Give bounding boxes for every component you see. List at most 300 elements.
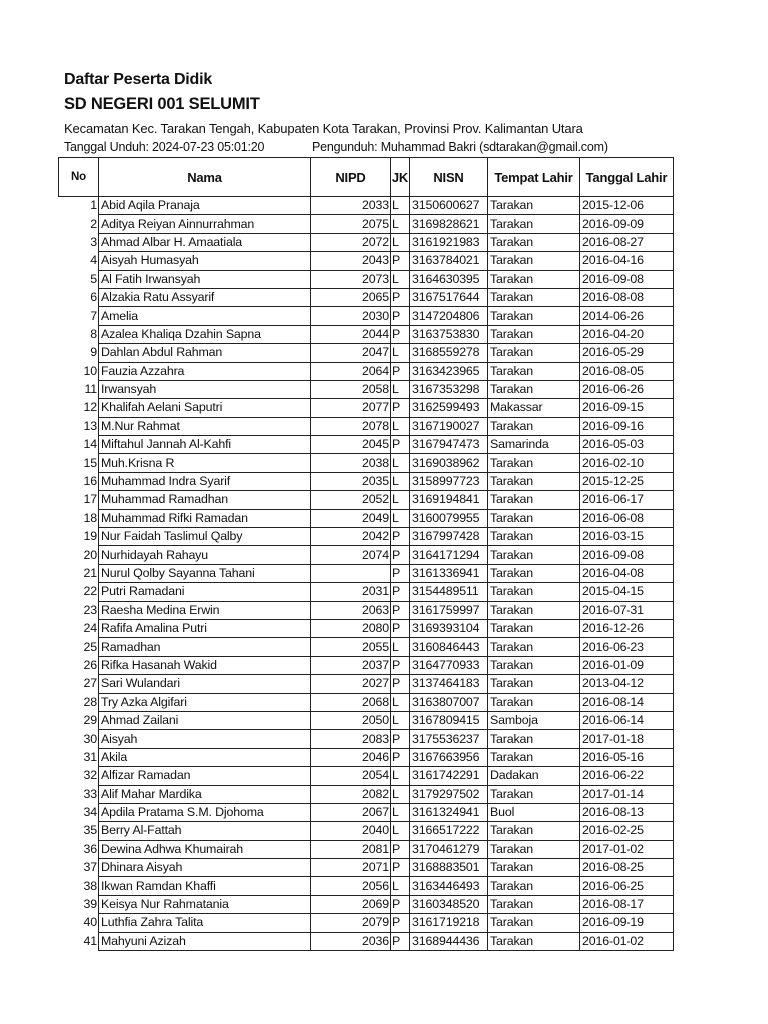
row-nisn: 3170461279 — [410, 840, 488, 858]
row-nipd: 2047 — [311, 344, 391, 362]
row-nisn: 3163784021 — [410, 252, 488, 270]
row-jk: P — [391, 859, 410, 877]
row-tanggal-lahir: 2016-09-16 — [580, 417, 674, 435]
row-tempat-lahir: Samarinda — [488, 436, 580, 454]
row-tanggal-lahir: 2016-01-09 — [580, 656, 674, 674]
downloader: Pengunduh: Muhammad Bakri (sdtarakan@gmail.com) — [312, 140, 608, 154]
row-nipd: 2038 — [311, 454, 391, 472]
row-nipd: 2055 — [311, 638, 391, 656]
row-tempat-lahir: Tarakan — [488, 932, 580, 950]
row-nisn: 3179297502 — [410, 785, 488, 803]
row-no: 35 — [83, 823, 97, 838]
row-nipd: 2071 — [311, 859, 391, 877]
row-nama: Apdila Pratama S.M. Djohoma — [99, 803, 311, 821]
row-tempat-lahir: Tarakan — [488, 785, 580, 803]
row-jk: P — [391, 656, 410, 674]
row-nisn: 3161719218 — [410, 914, 488, 932]
row-tanggal-lahir: 2016-03-15 — [580, 528, 674, 546]
row-tanggal-lahir: 2016-08-17 — [580, 895, 674, 913]
row-nisn: 3137464183 — [410, 675, 488, 693]
row-no: 40 — [83, 915, 97, 930]
row-tempat-lahir: Makassar — [488, 399, 580, 417]
row-nisn: 3169038962 — [410, 454, 488, 472]
row-tanggal-lahir: 2016-04-08 — [580, 564, 674, 582]
table-row — [59, 307, 674, 325]
row-tanggal-lahir: 2016-06-08 — [580, 509, 674, 527]
row-tempat-lahir: Tarakan — [488, 822, 580, 840]
row-jk: P — [391, 914, 410, 932]
row-nipd: 2080 — [311, 619, 391, 637]
table-row — [59, 693, 674, 711]
row-no: 30 — [83, 731, 97, 746]
download-date: Tanggal Unduh: 2024-07-23 05:01:20 — [64, 140, 265, 154]
row-jk: L — [391, 877, 410, 895]
row-nisn: 3164630395 — [410, 270, 488, 288]
row-nipd: 2075 — [311, 215, 391, 233]
row-nisn: 3175536237 — [410, 730, 488, 748]
row-jk: P — [391, 252, 410, 270]
table-row — [59, 877, 674, 895]
row-no: 14 — [83, 437, 97, 452]
row-tanggal-lahir: 2015-04-15 — [580, 583, 674, 601]
row-nipd: 2052 — [311, 491, 391, 509]
row-no: 38 — [83, 878, 97, 893]
row-no: 8 — [90, 326, 97, 341]
row-tanggal-lahir: 2017-01-18 — [580, 730, 674, 748]
row-jk: L — [391, 822, 410, 840]
row-tempat-lahir: Tarakan — [488, 233, 580, 251]
row-nama: Aisyah Humasyah — [99, 252, 311, 270]
row-no: 23 — [83, 602, 97, 617]
table-row — [59, 748, 674, 766]
row-nama: Akila — [99, 748, 311, 766]
row-jk: L — [391, 472, 410, 490]
row-nisn: 3163807007 — [410, 693, 488, 711]
row-nisn: 3169828621 — [410, 215, 488, 233]
table-row — [59, 197, 674, 215]
row-no: 32 — [83, 768, 97, 783]
table-row — [59, 859, 674, 877]
table-row — [59, 601, 674, 619]
table-row — [59, 840, 674, 858]
row-nama: Raesha Medina Erwin — [99, 601, 311, 619]
row-jk: P — [391, 399, 410, 417]
row-nisn: 3169194841 — [410, 491, 488, 509]
row-nama: Nurul Qolby Sayanna Tahani — [99, 564, 311, 582]
table-row — [59, 509, 674, 527]
row-nipd: 2043 — [311, 252, 391, 270]
row-tempat-lahir: Tarakan — [488, 730, 580, 748]
row-tempat-lahir: Tarakan — [488, 197, 580, 215]
table-row — [59, 564, 674, 582]
row-jk: P — [391, 619, 410, 637]
table-row — [59, 583, 674, 601]
header-jk: JK — [391, 158, 410, 197]
row-nama: Irwansyah — [99, 380, 311, 398]
row-jk: P — [391, 583, 410, 601]
row-nisn: 3168559278 — [410, 344, 488, 362]
row-tanggal-lahir: 2016-06-22 — [580, 767, 674, 785]
table-row — [59, 233, 674, 251]
row-jk: P — [391, 675, 410, 693]
row-nisn: 3164171294 — [410, 546, 488, 564]
row-tanggal-lahir: 2016-09-09 — [580, 215, 674, 233]
row-jk: P — [391, 288, 410, 306]
row-nisn: 3164770933 — [410, 656, 488, 674]
row-jk: L — [391, 803, 410, 821]
row-nisn: 3167947473 — [410, 436, 488, 454]
row-tanggal-lahir: 2016-07-31 — [580, 601, 674, 619]
table-row — [59, 344, 674, 362]
row-no: 27 — [83, 676, 97, 691]
table-row — [59, 325, 674, 343]
row-nipd: 2081 — [311, 840, 391, 858]
row-nama: Luthfia Zahra Talita — [99, 914, 311, 932]
row-nipd: 2045 — [311, 436, 391, 454]
row-nama: Ramadhan — [99, 638, 311, 656]
row-nisn: 3160079955 — [410, 509, 488, 527]
row-tanggal-lahir: 2015-12-06 — [580, 197, 674, 215]
table-row — [59, 491, 674, 509]
row-nipd: 2073 — [311, 270, 391, 288]
row-nisn: 3154489511 — [410, 583, 488, 601]
row-nisn: 3167997428 — [410, 528, 488, 546]
row-tanggal-lahir: 2017-01-02 — [580, 840, 674, 858]
row-tempat-lahir: Tarakan — [488, 307, 580, 325]
row-tanggal-lahir: 2016-06-14 — [580, 711, 674, 729]
table-row — [59, 288, 674, 306]
row-no: 13 — [83, 418, 97, 433]
row-jk: P — [391, 564, 410, 582]
row-tempat-lahir: Samboja — [488, 711, 580, 729]
row-tanggal-lahir: 2016-05-29 — [580, 344, 674, 362]
row-tempat-lahir: Tarakan — [488, 491, 580, 509]
row-nipd: 2054 — [311, 767, 391, 785]
row-nama: Khalifah Aelani Saputri — [99, 399, 311, 417]
row-tanggal-lahir: 2015-12-25 — [580, 472, 674, 490]
row-tanggal-lahir: 2016-01-02 — [580, 932, 674, 950]
row-tempat-lahir: Tarakan — [488, 362, 580, 380]
row-jk: L — [391, 344, 410, 362]
row-nama: Try Azka Algifari — [99, 693, 311, 711]
table-row — [59, 638, 674, 656]
row-tanggal-lahir: 2016-08-13 — [580, 803, 674, 821]
row-nisn: 3167663956 — [410, 748, 488, 766]
row-tempat-lahir: Tarakan — [488, 288, 580, 306]
row-jk: L — [391, 711, 410, 729]
row-nama: Ahmad Zailani — [99, 711, 311, 729]
row-nisn: 3163423965 — [410, 362, 488, 380]
row-no: 9 — [90, 345, 97, 360]
row-jk: P — [391, 601, 410, 619]
row-nisn: 3169393104 — [410, 619, 488, 637]
table-row — [59, 730, 674, 748]
row-nama: Al Fatih Irwansyah — [99, 270, 311, 288]
row-nisn: 3167190027 — [410, 417, 488, 435]
row-tempat-lahir: Tarakan — [488, 748, 580, 766]
row-nipd: 2040 — [311, 822, 391, 840]
table-row — [59, 362, 674, 380]
row-jk: L — [391, 197, 410, 215]
table-row — [59, 619, 674, 637]
row-tanggal-lahir: 2014-06-26 — [580, 307, 674, 325]
row-nama: Dhinara Aisyah — [99, 859, 311, 877]
row-tanggal-lahir: 2016-05-03 — [580, 436, 674, 454]
row-no: 22 — [83, 584, 97, 599]
row-nisn: 3167809415 — [410, 711, 488, 729]
table-row — [59, 767, 674, 785]
row-tanggal-lahir: 2016-04-20 — [580, 325, 674, 343]
row-nipd: 2077 — [311, 399, 391, 417]
table-row — [59, 711, 674, 729]
row-nipd: 2036 — [311, 932, 391, 950]
table-row — [59, 914, 674, 932]
row-tempat-lahir: Tarakan — [488, 601, 580, 619]
row-tempat-lahir: Tarakan — [488, 528, 580, 546]
header-nipd: NIPD — [311, 158, 391, 197]
table-row — [59, 436, 674, 454]
row-nipd — [311, 564, 391, 582]
row-nama: Rafifa Amalina Putri — [99, 619, 311, 637]
row-jk: P — [391, 748, 410, 766]
row-nipd: 2074 — [311, 546, 391, 564]
row-tempat-lahir: Tarakan — [488, 564, 580, 582]
row-nama: Fauzia Azzahra — [99, 362, 311, 380]
row-no: 4 — [90, 253, 97, 268]
row-tempat-lahir: Tarakan — [488, 619, 580, 637]
row-tanggal-lahir: 2013-04-12 — [580, 675, 674, 693]
row-tanggal-lahir: 2016-06-26 — [580, 380, 674, 398]
row-nipd: 2058 — [311, 380, 391, 398]
row-no: 18 — [83, 510, 97, 525]
row-no: 31 — [83, 749, 97, 764]
row-nama: Azalea Khaliqa Dzahin Sapna — [99, 325, 311, 343]
row-tanggal-lahir: 2016-02-10 — [580, 454, 674, 472]
row-tempat-lahir: Tarakan — [488, 546, 580, 564]
row-nisn: 3161324941 — [410, 803, 488, 821]
row-nama: Berry Al-Fattah — [99, 822, 311, 840]
row-nama: Mahyuni Azizah — [99, 932, 311, 950]
row-nisn: 3160348520 — [410, 895, 488, 913]
row-nama: Alif Mahar Mardika — [99, 785, 311, 803]
row-nisn: 3168944436 — [410, 932, 488, 950]
header-tempat-lahir: Tempat Lahir — [488, 158, 580, 197]
row-jk: L — [391, 215, 410, 233]
row-jk: L — [391, 380, 410, 398]
table-row — [59, 785, 674, 803]
row-no: 37 — [83, 860, 97, 875]
row-nipd: 2050 — [311, 711, 391, 729]
row-nipd: 2064 — [311, 362, 391, 380]
row-no: 20 — [83, 547, 97, 562]
row-nipd: 2067 — [311, 803, 391, 821]
document-title: Daftar Peserta Didik — [64, 71, 213, 88]
row-tempat-lahir: Tarakan — [488, 325, 580, 343]
row-nipd: 2035 — [311, 472, 391, 490]
row-tempat-lahir: Tarakan — [488, 252, 580, 270]
table-row — [59, 675, 674, 693]
row-no: 24 — [83, 621, 97, 636]
header-nama: Nama — [99, 158, 311, 197]
row-tempat-lahir: Tarakan — [488, 693, 580, 711]
row-jk: P — [391, 528, 410, 546]
row-nipd: 2083 — [311, 730, 391, 748]
row-nipd: 2042 — [311, 528, 391, 546]
row-no: 19 — [83, 529, 97, 544]
row-no: 7 — [90, 308, 97, 323]
row-nisn: 3147204806 — [410, 307, 488, 325]
student-table — [58, 157, 674, 951]
row-tempat-lahir: Tarakan — [488, 380, 580, 398]
row-no: 5 — [90, 271, 97, 286]
row-nipd: 2068 — [311, 693, 391, 711]
row-no: 2 — [90, 216, 97, 231]
row-nipd: 2069 — [311, 895, 391, 913]
row-nama: Amelia — [99, 307, 311, 325]
row-nama: Rifka Hasanah Wakid — [99, 656, 311, 674]
table-row — [59, 895, 674, 913]
row-no: 17 — [83, 492, 97, 507]
location-line: Kecamatan Kec. Tarakan Tengah, Kabupaten Kota Tarakan, Provinsi Prov. Kalimantan Utara — [64, 121, 583, 136]
row-jk: P — [391, 436, 410, 454]
row-nama: Alfizar Ramadan — [99, 767, 311, 785]
row-nisn: 3167517644 — [410, 288, 488, 306]
row-nisn: 3158997723 — [410, 472, 488, 490]
row-tempat-lahir: Tarakan — [488, 509, 580, 527]
row-nipd: 2033 — [311, 197, 391, 215]
table-row — [59, 380, 674, 398]
row-no: 10 — [83, 363, 97, 378]
row-no: 33 — [83, 786, 97, 801]
row-nisn: 3163446493 — [410, 877, 488, 895]
row-tanggal-lahir: 2016-09-08 — [580, 270, 674, 288]
row-nipd: 2082 — [311, 785, 391, 803]
header-no: No — [59, 158, 99, 197]
row-jk: L — [391, 454, 410, 472]
row-tanggal-lahir: 2016-09-19 — [580, 914, 674, 932]
row-nipd: 2049 — [311, 509, 391, 527]
row-tempat-lahir: Tarakan — [488, 877, 580, 895]
row-jk: L — [391, 767, 410, 785]
row-nama: Nur Faidah Taslimul Qalby — [99, 528, 311, 546]
row-tempat-lahir: Tarakan — [488, 656, 580, 674]
row-jk: P — [391, 325, 410, 343]
row-nama: Ikwan Ramdan Khaffi — [99, 877, 311, 895]
row-tempat-lahir: Tarakan — [488, 914, 580, 932]
row-nama: Alzakia Ratu Assyarif — [99, 288, 311, 306]
row-nipd: 2046 — [311, 748, 391, 766]
row-jk: L — [391, 491, 410, 509]
row-nama: Keisya Nur Rahmatania — [99, 895, 311, 913]
row-tempat-lahir: Tarakan — [488, 895, 580, 913]
row-jk: P — [391, 307, 410, 325]
row-no: 36 — [83, 841, 97, 856]
row-nama: M.Nur Rahmat — [99, 417, 311, 435]
row-nisn: 3161742291 — [410, 767, 488, 785]
row-nama: Sari Wulandari — [99, 675, 311, 693]
row-nama: Muhammad Ramadhan — [99, 491, 311, 509]
row-nisn: 3168883501 — [410, 859, 488, 877]
table-row — [59, 472, 674, 490]
row-nipd: 2065 — [311, 288, 391, 306]
row-nama: Aisyah — [99, 730, 311, 748]
table-row — [59, 822, 674, 840]
table-row — [59, 215, 674, 233]
row-tempat-lahir: Tarakan — [488, 583, 580, 601]
row-nipd: 2027 — [311, 675, 391, 693]
row-no: 16 — [83, 474, 97, 489]
table-header-row — [59, 158, 674, 197]
row-nama: Abid Aqila Pranaja — [99, 197, 311, 215]
row-jk: L — [391, 638, 410, 656]
row-no: 28 — [83, 694, 97, 709]
row-jk: L — [391, 509, 410, 527]
row-tempat-lahir: Tarakan — [488, 472, 580, 490]
row-jk: P — [391, 895, 410, 913]
row-no: 26 — [83, 657, 97, 672]
row-nisn: 3166517222 — [410, 822, 488, 840]
row-tanggal-lahir: 2016-05-16 — [580, 748, 674, 766]
table-row — [59, 252, 674, 270]
row-nisn: 3161921983 — [410, 233, 488, 251]
row-nama: Muh.Krisna R — [99, 454, 311, 472]
row-nisn: 3163753830 — [410, 325, 488, 343]
row-tempat-lahir: Tarakan — [488, 344, 580, 362]
row-jk: P — [391, 932, 410, 950]
row-no: 15 — [83, 455, 97, 470]
row-nisn: 3167353298 — [410, 380, 488, 398]
row-tempat-lahir: Tarakan — [488, 859, 580, 877]
table-row — [59, 656, 674, 674]
row-tanggal-lahir: 2016-08-25 — [580, 859, 674, 877]
row-tanggal-lahir: 2016-08-27 — [580, 233, 674, 251]
row-nisn: 3161759997 — [410, 601, 488, 619]
row-tanggal-lahir: 2016-06-17 — [580, 491, 674, 509]
row-nama: Ahmad Albar H. Amaatiala — [99, 233, 311, 251]
row-jk: P — [391, 362, 410, 380]
row-nama: Muhammad Rifki Ramadan — [99, 509, 311, 527]
row-tanggal-lahir: 2016-02-25 — [580, 822, 674, 840]
row-no: 11 — [84, 382, 97, 397]
row-tanggal-lahir: 2016-08-14 — [580, 693, 674, 711]
row-no: 41 — [83, 933, 97, 948]
row-jk: P — [391, 546, 410, 564]
row-tempat-lahir: Buol — [488, 803, 580, 821]
table-row — [59, 528, 674, 546]
table-row — [59, 399, 674, 417]
row-jk: L — [391, 417, 410, 435]
table-row — [59, 417, 674, 435]
row-nipd: 2072 — [311, 233, 391, 251]
row-tempat-lahir: Tarakan — [488, 215, 580, 233]
row-tempat-lahir: Dadakan — [488, 767, 580, 785]
row-no: 21 — [83, 566, 97, 580]
row-nipd: 2044 — [311, 325, 391, 343]
table-row — [59, 546, 674, 564]
row-tanggal-lahir: 2016-08-05 — [580, 362, 674, 380]
row-jk: L — [391, 785, 410, 803]
row-nipd: 2030 — [311, 307, 391, 325]
row-tanggal-lahir: 2017-01-14 — [580, 785, 674, 803]
school-name: SD NEGERI 001 SELUMIT — [64, 95, 260, 113]
row-tanggal-lahir: 2016-06-25 — [580, 877, 674, 895]
row-tempat-lahir: Tarakan — [488, 270, 580, 288]
row-nama: Nurhidayah Rahayu — [99, 546, 311, 564]
row-nipd: 2079 — [311, 914, 391, 932]
row-nipd: 2031 — [311, 583, 391, 601]
row-nama: Aditya Reiyan Ainnurrahman — [99, 215, 311, 233]
row-tempat-lahir: Tarakan — [488, 417, 580, 435]
